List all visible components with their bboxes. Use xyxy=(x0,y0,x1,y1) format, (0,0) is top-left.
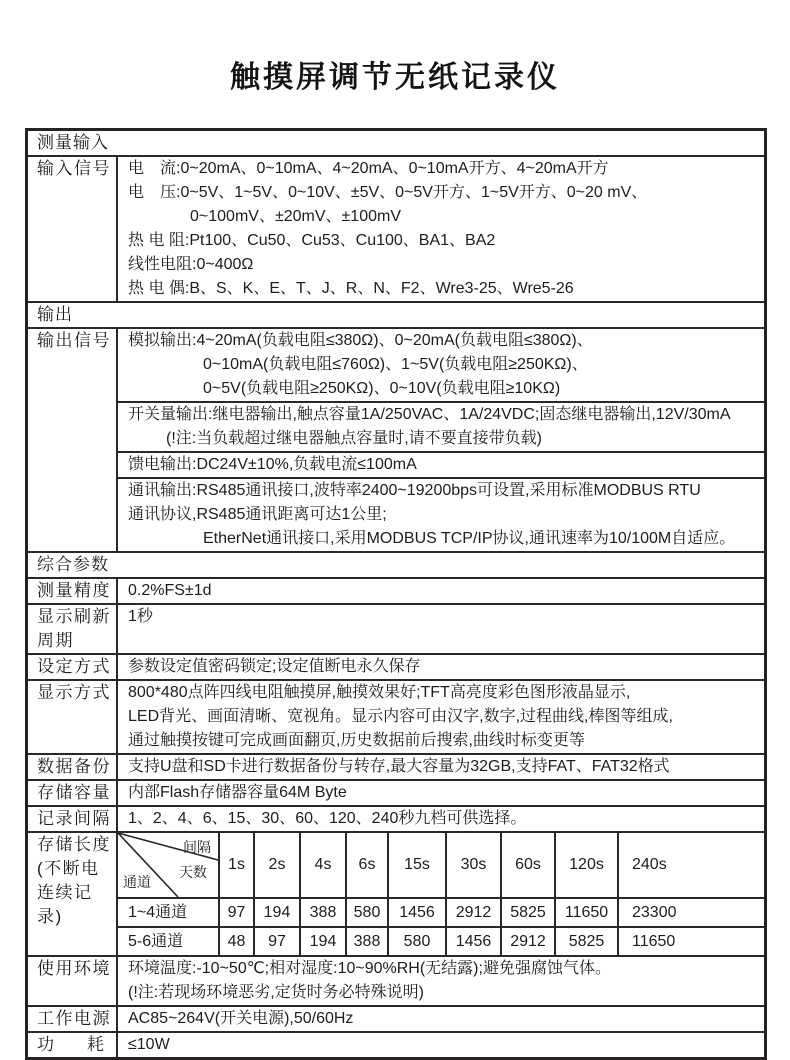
storage-col-header: 120s xyxy=(554,833,617,897)
storage-value-cell: 23300 xyxy=(617,899,764,926)
storage-row-1-4-channel xyxy=(118,897,764,926)
label-refresh-period: 显示刷新周期 xyxy=(28,605,118,653)
label-data-backup: 数据备份 xyxy=(28,755,118,779)
row-storage-length xyxy=(28,831,764,955)
input-signal-content xyxy=(118,157,764,301)
spec-line: LED背光、画面清晰、宽视角。显示内容可由汉字,数字,过程曲线,棒图等组成, xyxy=(128,708,673,725)
corner-label-channel: 通道 xyxy=(123,874,151,890)
storage-col-header: 6s xyxy=(345,833,387,897)
storage-value-cell: 11650 xyxy=(617,928,764,955)
storage-col-header: 2s xyxy=(253,833,299,897)
power-supply-value: AC85~264V(开关电源),50/60Hz xyxy=(128,1010,354,1027)
storage-value-cell: 2912 xyxy=(500,928,554,955)
row-section-output xyxy=(28,301,764,327)
storage-value-cell: 580 xyxy=(387,928,445,955)
row-power-supply xyxy=(28,1005,764,1031)
storage-value-cell: 2912 xyxy=(445,899,500,926)
page-title: 触摸屏调节无纸记录仪 xyxy=(230,61,560,94)
spec-line: 通讯协议,RS485通讯距离可达1公里; xyxy=(128,506,387,523)
spec-line: 馈电输出:DC24V±10%,负载电流≤100mA xyxy=(128,456,417,473)
record-interval-value: 1、2、4、6、15、30、60、120、240秒九档可供选择。 xyxy=(128,810,527,827)
storage-value-cell: 194 xyxy=(253,899,299,926)
corner-label-days: 天数 xyxy=(179,864,207,880)
measure-accuracy-value: 0.2%FS±1d xyxy=(128,582,212,599)
spec-line: 0~5V(负载电阻≥250KΩ)、0~10V(负载电阻≥10KΩ) xyxy=(203,380,561,397)
storage-row-name: 1~4通道 xyxy=(128,903,188,921)
storage-length-label-line: 连续记录) xyxy=(37,883,93,926)
label-display-mode: 显示方式 xyxy=(28,681,118,753)
row-section-general-params xyxy=(28,551,764,577)
label-environment: 使用环境 xyxy=(28,957,118,1005)
spec-line: 0~100mV、±20mV、±100mV xyxy=(190,208,401,225)
row-input-signal xyxy=(28,155,764,301)
row-measure-accuracy xyxy=(28,577,764,603)
row-environment xyxy=(28,955,764,1005)
storage-value-cell: 5825 xyxy=(554,928,617,955)
spec-line: 线性电阻:0~400Ω xyxy=(128,256,254,273)
row-data-backup xyxy=(28,753,764,779)
spec-line: 电 流:0~20mA、0~10mA、4~20mA、0~10mA开方、4~20mA开方 xyxy=(128,160,609,177)
label-storage-capacity: 存储容量 xyxy=(28,781,118,805)
storage-value-cell: 580 xyxy=(345,899,387,926)
spec-line: 模拟输出:4~20mA(负载电阻≤380Ω)、0~20mA(负载电阻≤380Ω)、 xyxy=(128,332,593,349)
spec-line: 通讯输出:RS485通讯接口,波特率2400~19200bps可设置,采用标准MODBUS RTU xyxy=(128,482,701,499)
storage-capacity-value: 内部Flash存储器容量64M Byte xyxy=(128,784,347,801)
row-setting-mode xyxy=(28,653,764,679)
storage-col-header: 240s xyxy=(617,833,764,897)
setting-mode-value: 参数设定值密码锁定;设定值断电永久保存 xyxy=(128,658,421,675)
storage-length-label-line: 存储长度 xyxy=(37,835,111,854)
row-output-signal xyxy=(28,327,764,551)
sub-feed-output xyxy=(118,451,764,477)
section-header-general-params: 综合参数 xyxy=(37,555,109,574)
label-measure-accuracy: 测量精度 xyxy=(28,579,118,603)
storage-row-5-6-channel xyxy=(118,926,764,955)
environment-content xyxy=(118,957,764,1005)
row-refresh-period xyxy=(28,603,764,653)
sub-analog-output xyxy=(118,329,764,401)
storage-corner-cell xyxy=(118,833,218,897)
storage-row-name: 5-6通道 xyxy=(128,932,184,950)
storage-col-header: 15s xyxy=(387,833,445,897)
storage-value-cell: 388 xyxy=(299,899,345,926)
sub-comm-output xyxy=(118,477,764,551)
spec-line: (!注:当负载超过继电器触点容量时,请不要直接带负载) xyxy=(166,430,542,447)
label-record-interval: 记录间隔 xyxy=(28,807,118,831)
storage-col-header: 4s xyxy=(299,833,345,897)
storage-value-cell: 11650 xyxy=(554,899,617,926)
storage-length-label-line: (不断电 xyxy=(37,859,100,878)
spec-line: 热 电 阻:Pt100、Cu50、Cu53、Cu100、BA1、BA2 xyxy=(128,232,496,249)
row-storage-capacity xyxy=(28,779,764,805)
power-consumption-value: ≤10W xyxy=(128,1036,170,1053)
storage-value-cell: 1456 xyxy=(445,928,500,955)
label-power-supply: 工作电源 xyxy=(28,1007,118,1031)
label-input-signal: 输入信号 xyxy=(28,157,118,301)
storage-value-cell: 194 xyxy=(299,928,345,955)
storage-value-cell: 97 xyxy=(253,928,299,955)
corner-label-interval: 间隔 xyxy=(183,839,211,855)
storage-value-cell: 388 xyxy=(345,928,387,955)
storage-value-cell: 5825 xyxy=(500,899,554,926)
display-mode-content xyxy=(118,681,764,753)
storage-value-cell: 1456 xyxy=(387,899,445,926)
spec-line: 通过触摸按键可完成画面翻页,历史数据前后搜索,曲线时标变更等 xyxy=(128,732,585,749)
data-backup-value: 支持U盘和SD卡进行数据备份与转存,最大容量为32GB,支持FAT、FAT32格式 xyxy=(128,758,670,775)
output-signal-content xyxy=(118,329,764,551)
row-record-interval xyxy=(28,805,764,831)
section-header-output: 输出 xyxy=(37,305,73,324)
spec-line: EtherNet通讯接口,采用MODBUS TCP/IP协议,通讯速率为10/100M自适应。 xyxy=(203,530,736,547)
refresh-period-value: 1秒 xyxy=(128,608,153,625)
storage-value-cell: 48 xyxy=(218,928,253,955)
row-power-consumption xyxy=(28,1031,764,1057)
storage-col-header: 60s xyxy=(500,833,554,897)
label-output-signal: 输出信号 xyxy=(28,329,118,551)
storage-header-row xyxy=(118,833,764,897)
spec-line: 热 电 偶:B、S、K、E、T、J、R、N、F2、Wre3-25、Wre5-26 xyxy=(128,280,574,297)
label-setting-mode: 设定方式 xyxy=(28,655,118,679)
storage-col-header: 30s xyxy=(445,833,500,897)
spec-line: 800*480点阵四线电阻触摸屏,触摸效果好;TFT高亮度彩色图形液晶显示, xyxy=(128,684,631,701)
label-storage-length xyxy=(28,833,118,955)
section-header-measure-input: 测量输入 xyxy=(37,133,109,152)
spec-table xyxy=(25,128,767,1060)
storage-length-table xyxy=(118,833,764,955)
sub-switch-output xyxy=(118,401,764,451)
row-display-mode xyxy=(28,679,764,753)
spec-line: 环境温度:-10~50℃;相对湿度:10~90%RH(无结露);避免强腐蚀气体。 xyxy=(128,960,611,977)
spec-line: 电 压:0~5V、1~5V、0~10V、±5V、0~5V开方、1~5V开方、0~20 mV、 xyxy=(128,184,648,201)
spec-line: 开关量输出:继电器输出,触点容量1A/250VAC、1A/24VDC;固态继电器输出,12V/30mA xyxy=(128,406,731,423)
label-power-consumption: 功 耗 xyxy=(28,1033,118,1057)
spec-line: 0~10mA(负载电阻≤760Ω)、1~5V(负载电阻≥250KΩ)、 xyxy=(203,356,588,373)
storage-col-header: 1s xyxy=(218,833,253,897)
row-section-measure-input xyxy=(28,131,764,155)
storage-value-cell: 97 xyxy=(218,899,253,926)
spec-line: (!注:若现场环境恶劣,定货时务必特殊说明) xyxy=(128,984,424,1001)
